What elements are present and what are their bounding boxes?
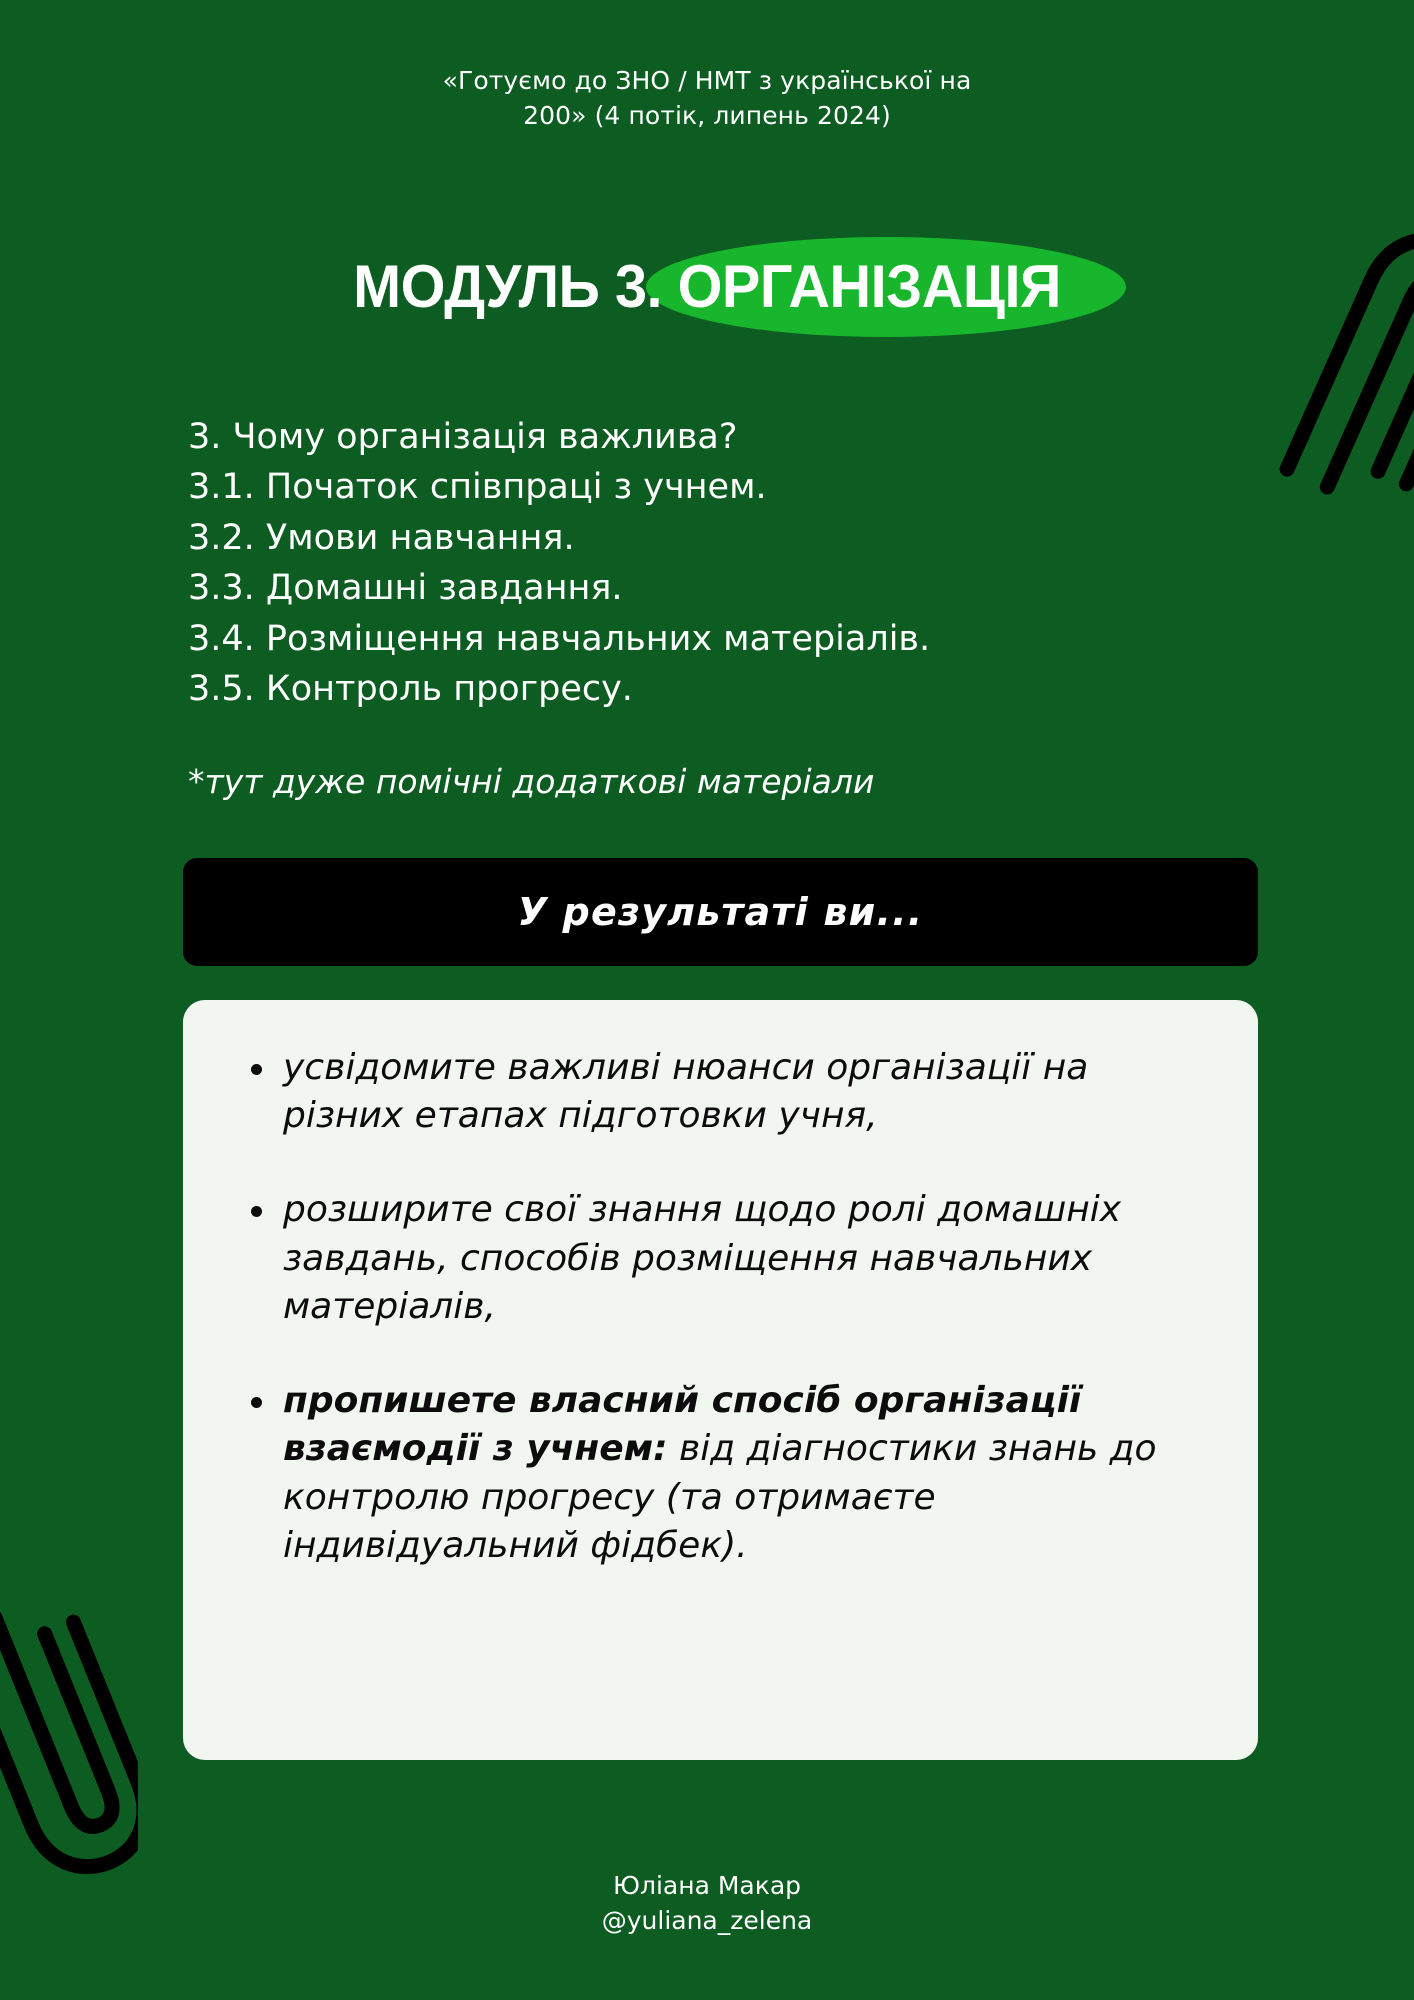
outcome-text: від діагностики знань до контролю прогресу (та отримаєте індивідуальний фідбек). (283, 1428, 1157, 1566)
materials-note: *тут дуже помічні додаткові матеріали (188, 762, 875, 801)
outline-item: 3.4. Розміщення навчальних матеріалів. (188, 618, 931, 659)
outcome-text: усвідомите важливі нюанси організації на різних етапах підготовки учня, (283, 1047, 1089, 1137)
page-title: МОДУЛЬ 3. ОРГАНІЗАЦІЯ (353, 253, 1061, 320)
outcomes-list (241, 1044, 1200, 1570)
list-item (241, 1377, 1200, 1570)
course-header-line-2: 200» (4 потік, липень 2024) (523, 100, 891, 130)
outcome-text: розширите свої знання щодо ролі домашніх завдань, способів розміщення навчальних матеріалів, (283, 1189, 1122, 1327)
outline-item: 3.1. Початок співпраці з учнем. (188, 467, 767, 508)
course-header-line-1: «Готуємо до ЗНО / НМТ з української на (442, 66, 972, 95)
outcome-lead: пропишете власний спосіб організації взаємодії з учнем: (283, 1380, 1082, 1470)
results-banner (183, 858, 1258, 966)
outcomes-card (183, 1000, 1258, 1760)
author-footer (0, 1868, 1414, 1938)
outline-item: 3.2. Умови навчання. (188, 517, 575, 558)
list-item (241, 1044, 1200, 1140)
author-name: Юліана Макар (612, 1871, 802, 1900)
outline-item: 3.5. Контроль прогресу. (188, 668, 633, 709)
course-header (0, 64, 1414, 133)
module-outline-list (188, 412, 1218, 714)
outline-item: 3.3. Домашні завдання. (188, 568, 623, 609)
list-item (241, 1186, 1200, 1331)
results-banner-label: У результаті ви... (517, 890, 924, 934)
author-handle: @yuliana_zelena (601, 1906, 813, 1935)
outline-item: 3. Чому організація важлива? (188, 417, 738, 457)
paperclip-icon (0, 1590, 138, 1890)
module-title (0, 232, 1414, 342)
